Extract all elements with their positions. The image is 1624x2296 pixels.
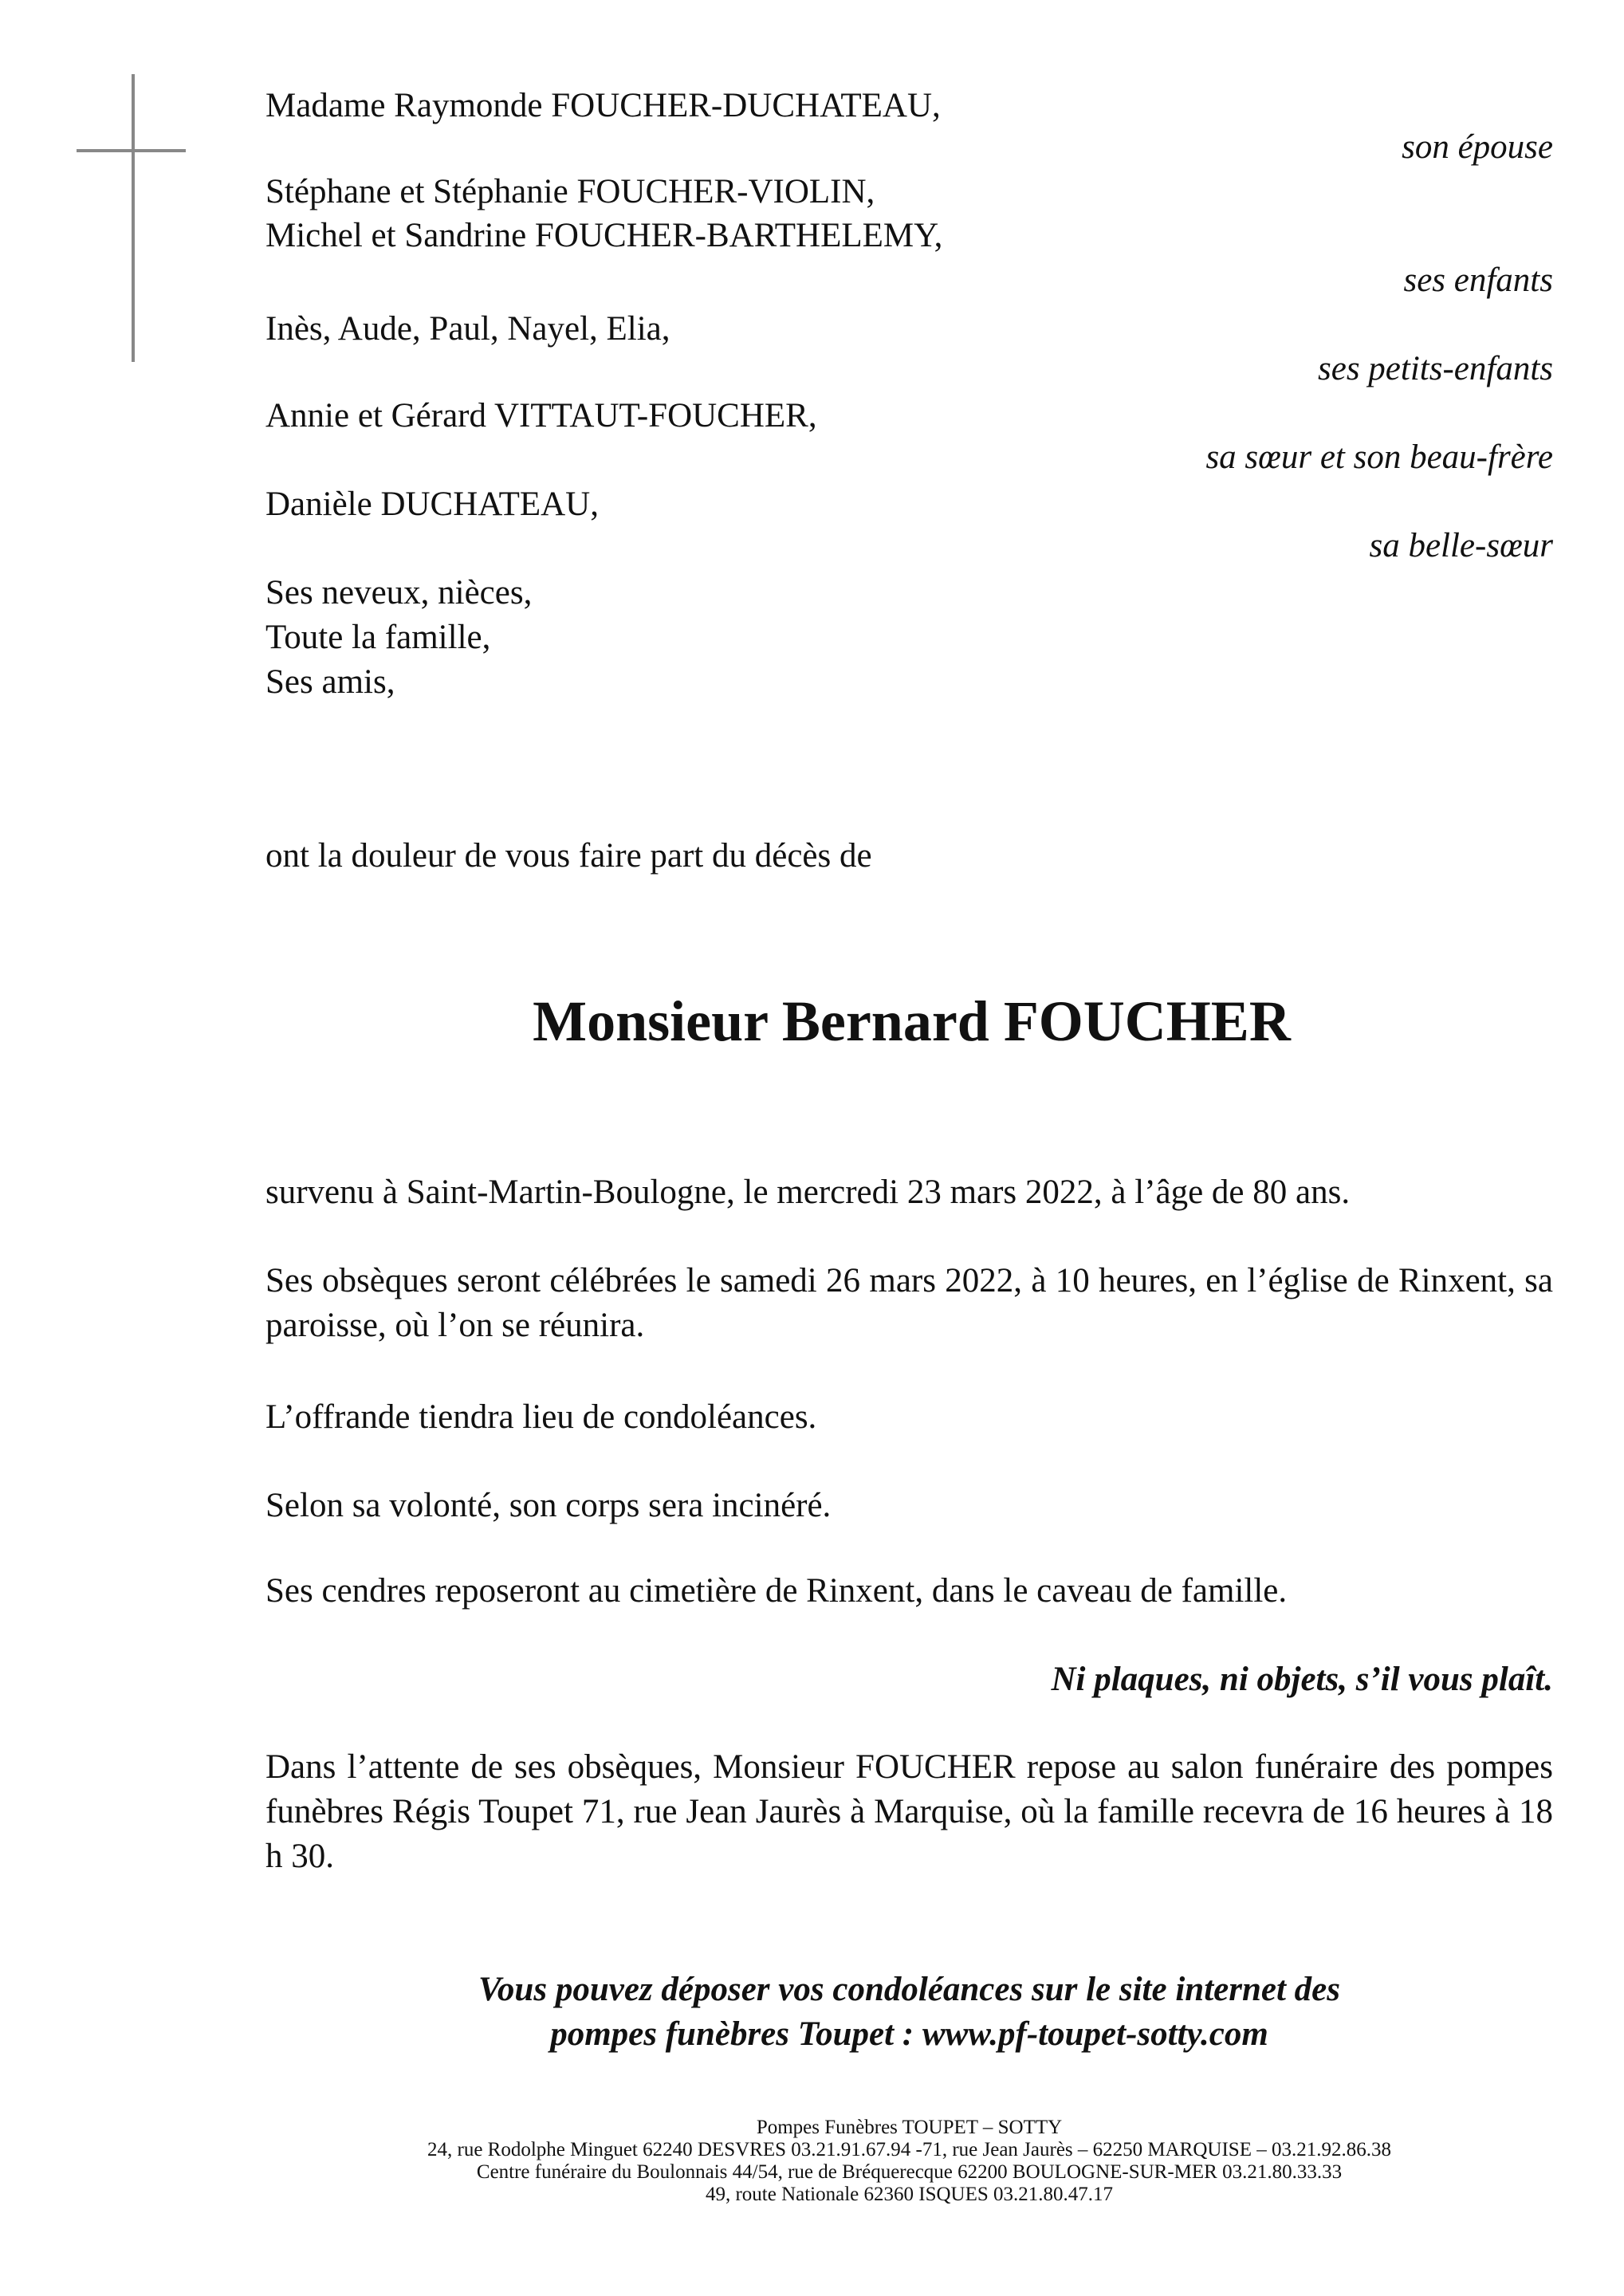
family-name: Inès, Aude, Paul, Nayel, Elia, — [265, 310, 670, 348]
paragraph: L’offrande tiendra lieu de condoléances. — [265, 1398, 817, 1436]
no-flowers-note: Ni plaques, ni objets, s’il vous plaît. — [1051, 1661, 1553, 1698]
family-relation: ses enfants — [1403, 261, 1553, 299]
family-name: Michel et Sandrine FOUCHER-BARTHELEMY, — [265, 217, 943, 254]
family-name: Toute la famille, — [265, 619, 491, 656]
family-name: Annie et Gérard VITTAUT-FOUCHER, — [265, 397, 817, 434]
paragraph: Ses obsèques seront célébrées le samedi 26 mars 2022, à 10 heures, en l’église de Rinxent, sa paroisse, où l’on se réunira. — [265, 1262, 1553, 1344]
cross-icon-horizontal — [77, 149, 186, 152]
footer-line: Centre funéraire du Boulonnais 44/54, rue de Bréquerecque 62200 BOULOGNE-SUR-MER 03.21.80.33.33 — [476, 2161, 1343, 2183]
family-relation: son épouse — [1402, 128, 1553, 166]
deceased-name: Monsieur Bernard FOUCHER — [533, 989, 1291, 1053]
family-name: Danièle DUCHATEAU, — [265, 486, 599, 523]
paragraph: survenu à Saint-Martin-Boulogne, le mercredi 23 mars 2022, à l’âge de 80 ans. — [265, 1174, 1351, 1211]
family-name: Stéphane et Stéphanie FOUCHER-VIOLIN, — [265, 173, 875, 210]
family-name: Madame Raymonde FOUCHER-DUCHATEAU, — [265, 87, 941, 124]
condolences-line: pompes funèbres Toupet : www.pf-toupet-sotty.com — [550, 2015, 1268, 2053]
condolences-line: Vous pouvez déposer vos condoléances sur le site internet des — [478, 1971, 1340, 2008]
footer-line: 24, rue Rodolphe Minguet 62240 DESVRES 03.21.91.67.94 -71, rue Jean Jaurès – 62250 MARQUISE – 03.21.92.86.38 — [427, 2139, 1391, 2160]
family-name: Ses amis, — [265, 663, 395, 701]
cross-icon-vertical — [132, 74, 135, 362]
footer — [265, 2117, 1553, 2206]
family-relation: ses petits-enfants — [1318, 350, 1553, 387]
family-relation: sa belle-sœur — [1369, 527, 1553, 564]
family-relation: sa sœur et son beau-frère — [1205, 438, 1553, 476]
paragraph: Selon sa volonté, son corps sera incinéré. — [265, 1487, 832, 1524]
condolences-note — [265, 1968, 1553, 2057]
footer-line: 49, route Nationale 62360 ISQUES 03.21.80.47.17 — [705, 2184, 1114, 2205]
paragraph: Ses cendres reposeront au cimetière de Rinxent, dans le caveau de famille. — [265, 1572, 1288, 1610]
family-name: Ses neveux, nièces, — [265, 574, 533, 611]
announcement: ont la douleur de vous faire part du décès de — [265, 837, 872, 875]
footer-line: Pompes Funèbres TOUPET – SOTTY — [756, 2117, 1063, 2138]
paragraph: Dans l’attente de ses obsèques, Monsieur FOUCHER repose au salon funéraire des pompes funèbres Régis Toupet 71, rue Jean Jaurès à Marquise, où la famille recevra de 16 heures à 18 h 30. — [265, 1748, 1553, 1875]
